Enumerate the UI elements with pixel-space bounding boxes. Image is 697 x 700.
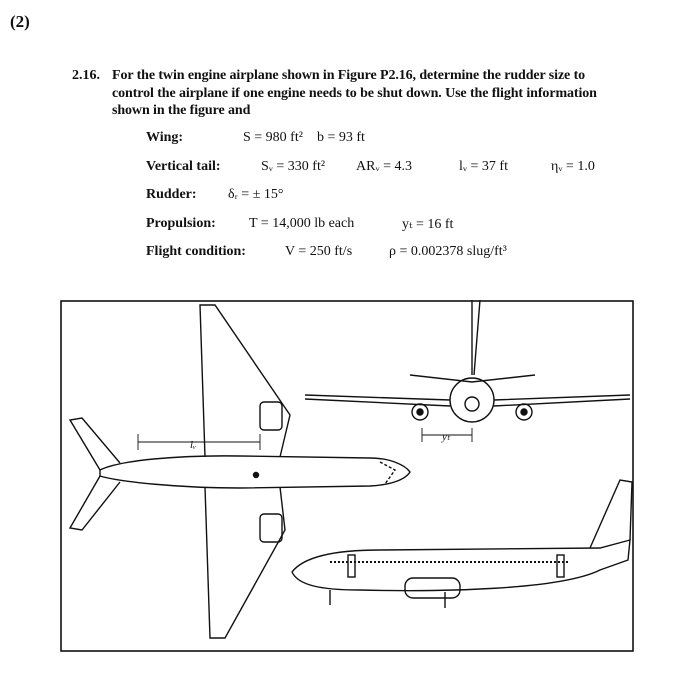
vertical-tail-efficiency: ηᵥ = 1.0 [551,159,595,174]
problem-line-1: For the twin engine airplane shown in Figure P2.16, determine the rudder size to [112,68,586,83]
propulsion-label: Propulsion: [146,216,216,231]
front-view [305,300,630,442]
vertical-tail-arm: lᵥ = 37 ft [459,159,508,174]
vertical-tail-label: Vertical tail: [146,159,221,174]
vertical-tail-area: Sᵥ = 330 ft² [261,159,326,174]
rudder-label: Rudder: [146,187,197,202]
problem-line-3: shown in the figure and [112,103,251,118]
vertical-tail-aspect-ratio: ARᵥ = 4.3 [356,159,412,174]
yt-label: yₜ [442,431,451,443]
velocity: V = 250 ft/s [285,244,353,259]
figure-border [61,301,633,651]
wing-span: b = 93 ft [317,130,365,145]
side-view [292,480,632,608]
air-density: ρ = 0.002378 slug/ft³ [389,244,507,259]
lv-label: lᵥ [190,439,197,451]
top-view [70,305,410,638]
thrust: T = 14,000 lb each [249,216,355,231]
problem-number: 2.16. [72,68,100,83]
problem-line-2: control the airplane if one engine needs to be shut down. Use the flight information [112,86,597,101]
section-header: (2) [10,12,30,31]
wing-area: S = 980 ft² [243,130,303,145]
flight-condition-label: Flight condition: [146,244,246,259]
rudder-deflection: δᵣ = ± 15° [228,187,284,202]
airplane-figure [60,300,634,652]
engine-offset: yₜ = 16 ft [402,217,454,232]
wing-label: Wing: [146,130,184,145]
